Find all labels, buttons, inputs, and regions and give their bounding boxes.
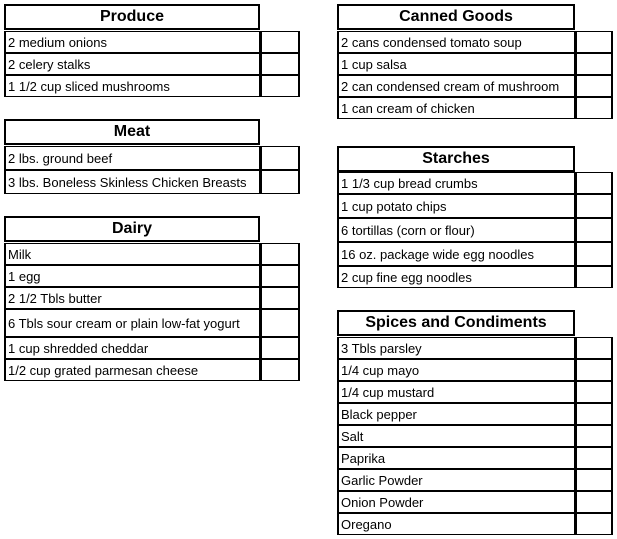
checkbox-cell[interactable]	[575, 359, 613, 381]
item-label: 2 1/2 Tbls butter	[4, 287, 260, 309]
checkbox-cell[interactable]	[575, 53, 613, 75]
checkbox-cell[interactable]	[260, 170, 300, 194]
item-label: 1 cup shredded cheddar	[4, 337, 260, 359]
checkbox-cell[interactable]	[575, 513, 613, 535]
checkbox-cell[interactable]	[260, 265, 300, 287]
list-item	[4, 287, 300, 309]
checkbox-cell[interactable]	[575, 381, 613, 403]
item-label: 6 tortillas (corn or flour)	[337, 218, 575, 242]
item-label: 2 can condensed cream of mushroom	[337, 75, 575, 97]
section-title-starches: Starches	[337, 146, 575, 172]
item-label: 1/2 cup grated parmesan cheese	[4, 359, 260, 381]
list-item	[337, 31, 613, 53]
item-label: 1 cup potato chips	[337, 194, 575, 218]
checkbox-cell[interactable]	[575, 75, 613, 97]
item-label: 2 cans condensed tomato soup	[337, 31, 575, 53]
checkbox-cell[interactable]	[260, 337, 300, 359]
list-item	[4, 75, 300, 97]
list-item	[337, 337, 613, 359]
list-item	[337, 194, 613, 218]
checkbox-cell[interactable]	[260, 53, 300, 75]
checkbox-cell[interactable]	[575, 172, 613, 194]
item-label: 16 oz. package wide egg noodles	[337, 242, 575, 266]
checkbox-cell[interactable]	[260, 243, 300, 265]
item-label: Oregano	[337, 513, 575, 535]
checkbox-cell[interactable]	[575, 97, 613, 119]
item-label: 2 medium onions	[4, 31, 260, 53]
item-label: 1 cup salsa	[337, 53, 575, 75]
item-label: Paprika	[337, 447, 575, 469]
section-title-produce: Produce	[4, 4, 260, 30]
list-item	[337, 218, 613, 242]
list-item	[337, 469, 613, 491]
item-label: 6 Tbls sour cream or plain low-fat yogurt	[4, 309, 260, 337]
list-item	[4, 243, 300, 265]
checkbox-cell[interactable]	[575, 337, 613, 359]
checkbox-cell[interactable]	[260, 146, 300, 170]
list-item	[337, 403, 613, 425]
item-label: 1 egg	[4, 265, 260, 287]
checkbox-cell[interactable]	[575, 218, 613, 242]
checkbox-cell[interactable]	[575, 242, 613, 266]
list-item	[337, 97, 613, 119]
list-item	[337, 359, 613, 381]
item-label: 1/4 cup mustard	[337, 381, 575, 403]
checkbox-cell[interactable]	[260, 287, 300, 309]
checkbox-cell[interactable]	[260, 75, 300, 97]
item-label: 1 can cream of chicken	[337, 97, 575, 119]
item-label: Onion Powder	[337, 491, 575, 513]
item-label: 1/4 cup mayo	[337, 359, 575, 381]
list-item	[337, 447, 613, 469]
list-item	[4, 146, 300, 170]
checkbox-cell[interactable]	[260, 31, 300, 53]
item-label: 1 1/3 cup bread crumbs	[337, 172, 575, 194]
section-title-meat: Meat	[4, 119, 260, 145]
checkbox-cell[interactable]	[575, 403, 613, 425]
checkbox-cell[interactable]	[575, 469, 613, 491]
checkbox-cell[interactable]	[575, 31, 613, 53]
checkbox-cell[interactable]	[260, 359, 300, 381]
checkbox-cell[interactable]	[575, 491, 613, 513]
checkbox-cell[interactable]	[575, 425, 613, 447]
section-title-spices-and-condiments: Spices and Condiments	[337, 310, 575, 336]
checkbox-cell[interactable]	[575, 266, 613, 288]
item-label: 2 lbs. ground beef	[4, 146, 260, 170]
list-item	[4, 53, 300, 75]
list-item	[4, 31, 300, 53]
list-item	[337, 266, 613, 288]
list-item	[4, 309, 300, 337]
item-label: 2 celery stalks	[4, 53, 260, 75]
list-item	[337, 381, 613, 403]
list-item	[4, 170, 300, 194]
item-label: Salt	[337, 425, 575, 447]
list-item	[337, 75, 613, 97]
item-label: 1 1/2 cup sliced mushrooms	[4, 75, 260, 97]
checkbox-cell[interactable]	[260, 309, 300, 337]
list-item	[337, 242, 613, 266]
checkbox-cell[interactable]	[575, 194, 613, 218]
list-item	[4, 337, 300, 359]
list-item	[337, 172, 613, 194]
list-item	[4, 265, 300, 287]
item-label: Garlic Powder	[337, 469, 575, 491]
checkbox-cell[interactable]	[575, 447, 613, 469]
section-title-dairy: Dairy	[4, 216, 260, 242]
list-item	[4, 359, 300, 381]
list-item	[337, 53, 613, 75]
list-item	[337, 425, 613, 447]
list-item	[337, 513, 613, 535]
item-label: Milk	[4, 243, 260, 265]
item-label: Black pepper	[337, 403, 575, 425]
item-label: 3 Tbls parsley	[337, 337, 575, 359]
section-title-canned-goods: Canned Goods	[337, 4, 575, 30]
item-label: 2 cup fine egg noodles	[337, 266, 575, 288]
list-item	[337, 491, 613, 513]
item-label: 3 lbs. Boneless Skinless Chicken Breasts	[4, 170, 260, 194]
